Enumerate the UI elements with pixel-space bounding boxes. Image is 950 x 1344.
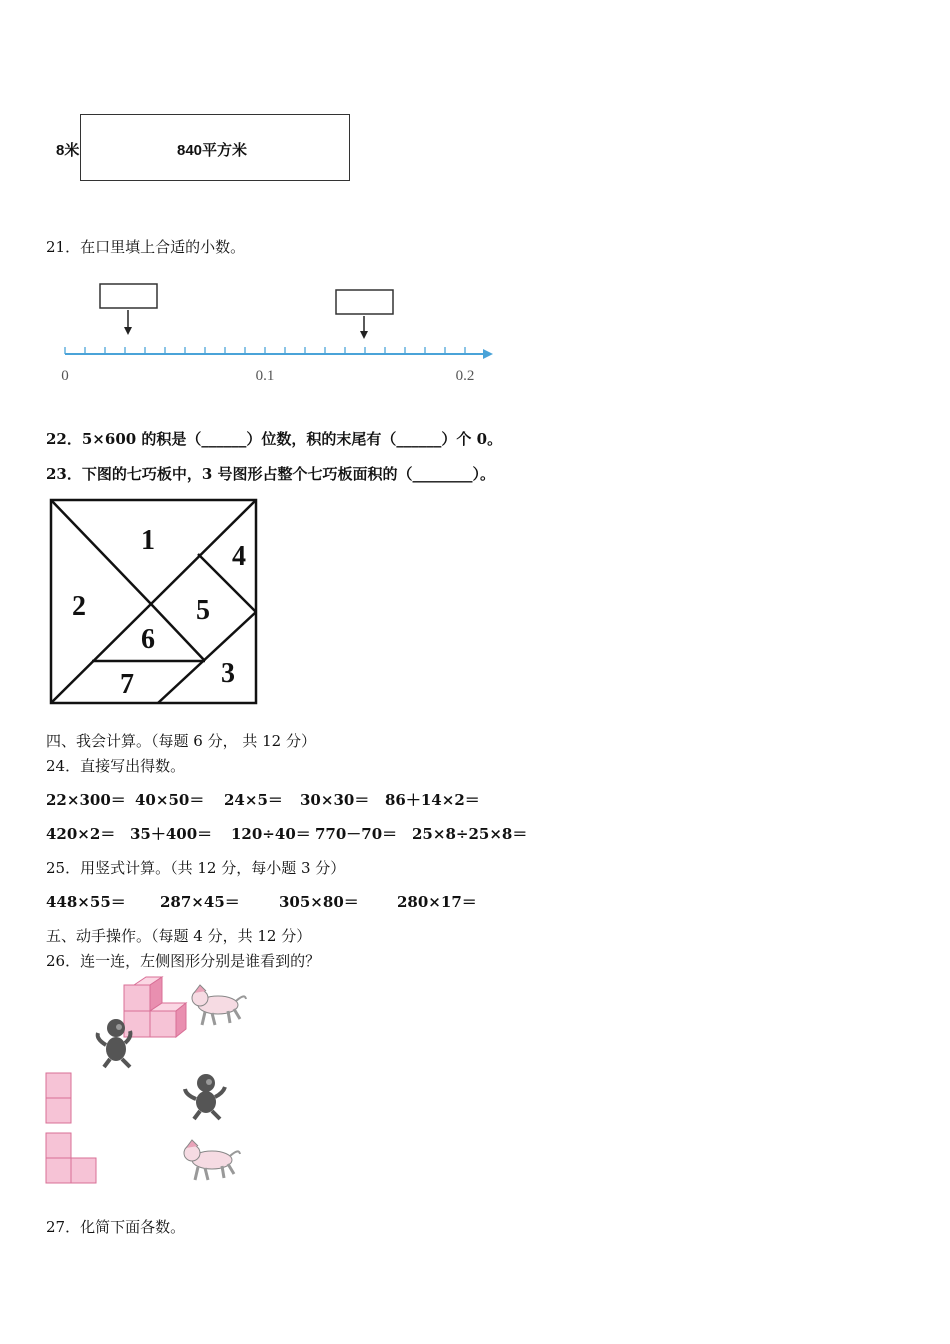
question-25: 25．用竖式计算。（共 12 分，每小题 3 分）: [46, 859, 346, 877]
tangram-piece-6-label: 6: [141, 624, 155, 655]
number-line-ticks: [65, 347, 465, 354]
rect-side-label: 8米: [56, 142, 80, 159]
section-4-title: 四、我会计算。（每题 6 分， 共 12 分）: [46, 732, 316, 750]
calc-item: 770－70＝: [315, 825, 398, 843]
monkey-icon: [185, 1074, 225, 1119]
cube-stack: [124, 977, 186, 1037]
vertical-calc-item: 448×55＝: [46, 893, 126, 911]
calc-item: 120÷40＝: [231, 825, 311, 843]
answer-box-2: [336, 290, 393, 314]
tangram-piece-2-label: 2: [72, 591, 86, 622]
section-5-title: 五、动手操作。（每题 4 分，共 12 分）: [46, 927, 312, 945]
answer-box-1: [100, 284, 157, 308]
calc-item: 30×30＝: [300, 791, 370, 809]
tick-label-0.2: 0.2: [455, 368, 475, 384]
number-line-figure: [55, 280, 505, 390]
arrow-2-head: [360, 331, 368, 339]
question-26: 26．连一连，左侧图形分别是谁看到的？: [46, 952, 321, 970]
calc-item: 22×300＝: [46, 791, 126, 809]
calc-item: 420×2＝: [46, 825, 116, 843]
tick-label-0.1: 0.1: [255, 368, 275, 384]
calc-item: 25×8÷25×8＝: [412, 825, 528, 843]
dog-icon: [184, 1140, 240, 1180]
question-24: 24．直接写出得数。: [46, 757, 186, 775]
dog-icon: [192, 985, 246, 1025]
question-21: 21．在口里填上合适的小数。: [46, 238, 246, 256]
rect-area-label: 840平方米: [177, 142, 248, 159]
view-shape-column: [46, 1073, 71, 1123]
tangram-piece-4-label: 4: [232, 541, 246, 572]
tangram-piece-3-label: 3: [221, 658, 235, 689]
view-matching-figure: [40, 975, 260, 1190]
question-22: 22．5×600 的积是（______）位数，积的末尾有（______）个 0。: [46, 430, 503, 448]
tangram-piece-7-label: 7: [120, 669, 134, 700]
vertical-calc-item: 280×17＝: [397, 893, 477, 911]
question-27: 27．化简下面各数。: [46, 1218, 186, 1236]
tick-label-0: 0: [61, 368, 69, 384]
view-shape-l: [46, 1133, 96, 1183]
question-23: 23．下图的七巧板中，3 号图形占整个七巧板面积的（________）。: [46, 465, 496, 483]
calc-item: 86＋14×2＝: [385, 791, 480, 809]
number-line-arrow-icon: [483, 349, 493, 359]
tangram-piece-5-label: 5: [196, 595, 210, 626]
vertical-calc-item: 305×80＝: [279, 893, 359, 911]
arrow-1-head: [124, 327, 132, 335]
calc-item: 24×5＝: [224, 791, 283, 809]
tangram-figure: [48, 497, 260, 707]
vertical-calc-item: 287×45＝: [160, 893, 240, 911]
area-rectangle: [80, 114, 350, 181]
calc-item: 35＋400＝: [130, 825, 213, 843]
tangram-piece-1-label: 1: [141, 525, 155, 556]
calc-item: 40×50＝: [135, 791, 205, 809]
